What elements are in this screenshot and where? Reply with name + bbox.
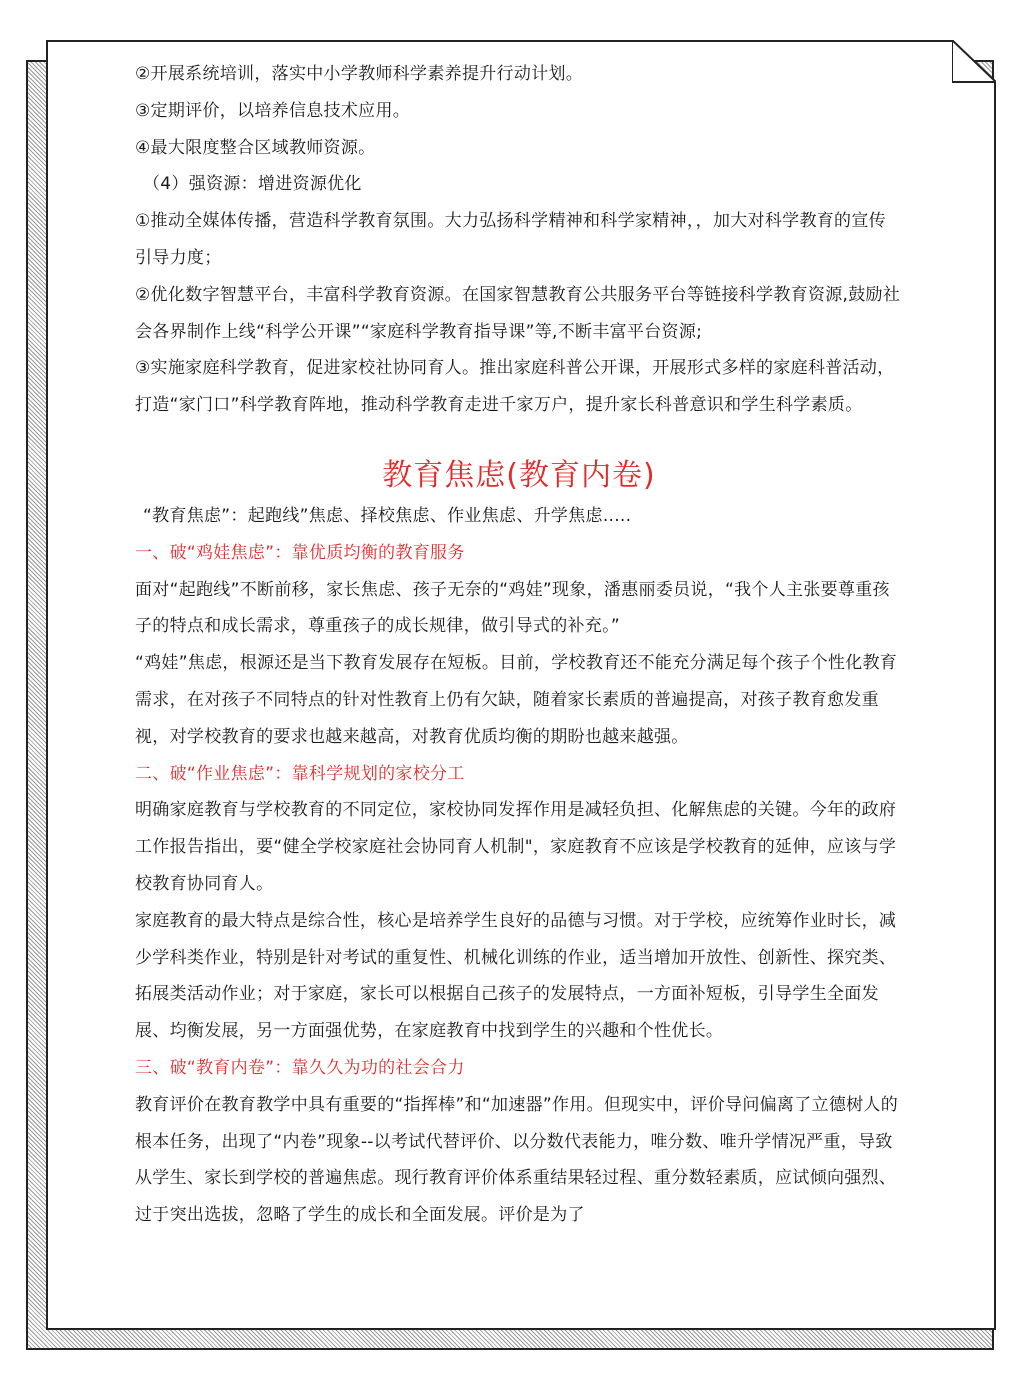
paragraph: “鸡娃”焦虑，根源还是当下教育发展存在短板。目前，学校教育还不能充分满足每个孩子个性化教育需求，在对孩子不同特点的针对性教育上仍有欠缺，随着家长素质的普遍提高，对孩子教育愈发重视，对学校教育的要求也越来越高，对教育优质均衡的期盼也越来越强。 [135, 653, 898, 747]
paragraph: 教育评价在教育教学中具有重要的“指挥棒”和“加速器”作用。但现实中，评价导问偏离了立德树人的根本任务，出现了“内卷”现象--以考试代替评价、以分数代表能力，唯分数、唯升学情况严重，导致从学生、家长到学校的普遍焦虑。现行教育评价体系重结果轻过程、重分数轻素质，应试倾向强烈、过于突出选拔，忽略了学生的成长和全面发展。评价是为了 [135, 1094, 899, 1226]
paragraph: ①推动全媒体传播，营造科学教育氛围。大力弘扬科学精神和科学家精神，，加大对科学教育的宣传引导力度； [135, 211, 886, 268]
paragraph: ③定期评价，以培养信息技术应用。 [135, 100, 411, 121]
document-content [135, 56, 903, 1234]
paragraph: 家庭教育的最大特点是综合性，核心是培养学生良好的品德与习惯。对于学校，应统筹作业时长，减少学科类作业，特别是针对考试的重复性、机械化训练的作业，适当增加开放性、创新性、探究类、拓展类活动作业；对于家庭，家长可以根据自己孩子的发展特点，一方面补短板，引导学生全面发展、均衡发展，另一方面强优势，在家庭教育中找到学生的兴趣和个性优长。 [135, 910, 897, 1042]
subheading: （4）强资源：增进资源优化 [143, 174, 362, 195]
intro-line: “教育焦虑”：起跑线”焦虑、择校焦虑、作业焦虑、升学焦虑..... [143, 505, 632, 526]
page-fold-corner [952, 40, 996, 84]
section-heading-1: 一、破“鸡娃焦虑”：靠优质均衡的教育服务 [135, 542, 465, 563]
paragraph: ④最大限度整合区域教师资源。 [135, 137, 376, 158]
section-heading-3: 三、破“教育内卷”：靠久久为功的社会合力 [135, 1057, 465, 1078]
paragraph: ③实施家庭科学教育，促进家校社协同育人。推出家庭科普公开课，开展形式多样的家庭科普活动，打造“家门口”科学教育阵地，推动科学教育走进千家万户，提升家长科普意识和学生科学素质。 [135, 358, 895, 416]
section-heading-2: 二、破“作业焦虑”：靠科学规划的家校分工 [135, 763, 465, 784]
paragraph: ②优化数字智慧平台，丰富科学教育资源。在国家智慧教育公共服务平台等链接科学教育资源,鼓励社会各界制作上线“科学公开课”“家庭科学教育指导课”等,不断丰富平台资源; [135, 284, 901, 342]
paragraph: 明确家庭教育与学校教育的不同定位，家校协同发挥作用是减轻负担、化解焦虑的关键。今年的政府工作报告指出，要“健全学校家庭社会协同育人机制"，家庭教育不应该是学校教育的延伸，应该与学校教育协同育人。 [135, 800, 897, 894]
section-title: 教育焦虑(教育内卷) [382, 457, 656, 493]
paragraph: ②开展系统培训，落实中小学教师科学素养提升行动计划。 [135, 64, 584, 84]
paragraph: 面对“起跑线”不断前移，家长焦虑、孩子无奈的“鸡娃”现象，潘惠丽委员说，“我个人主张要尊重孩子的特点和成长需求，尊重孩子的成长规律，做引导式的补充。” [135, 579, 890, 637]
